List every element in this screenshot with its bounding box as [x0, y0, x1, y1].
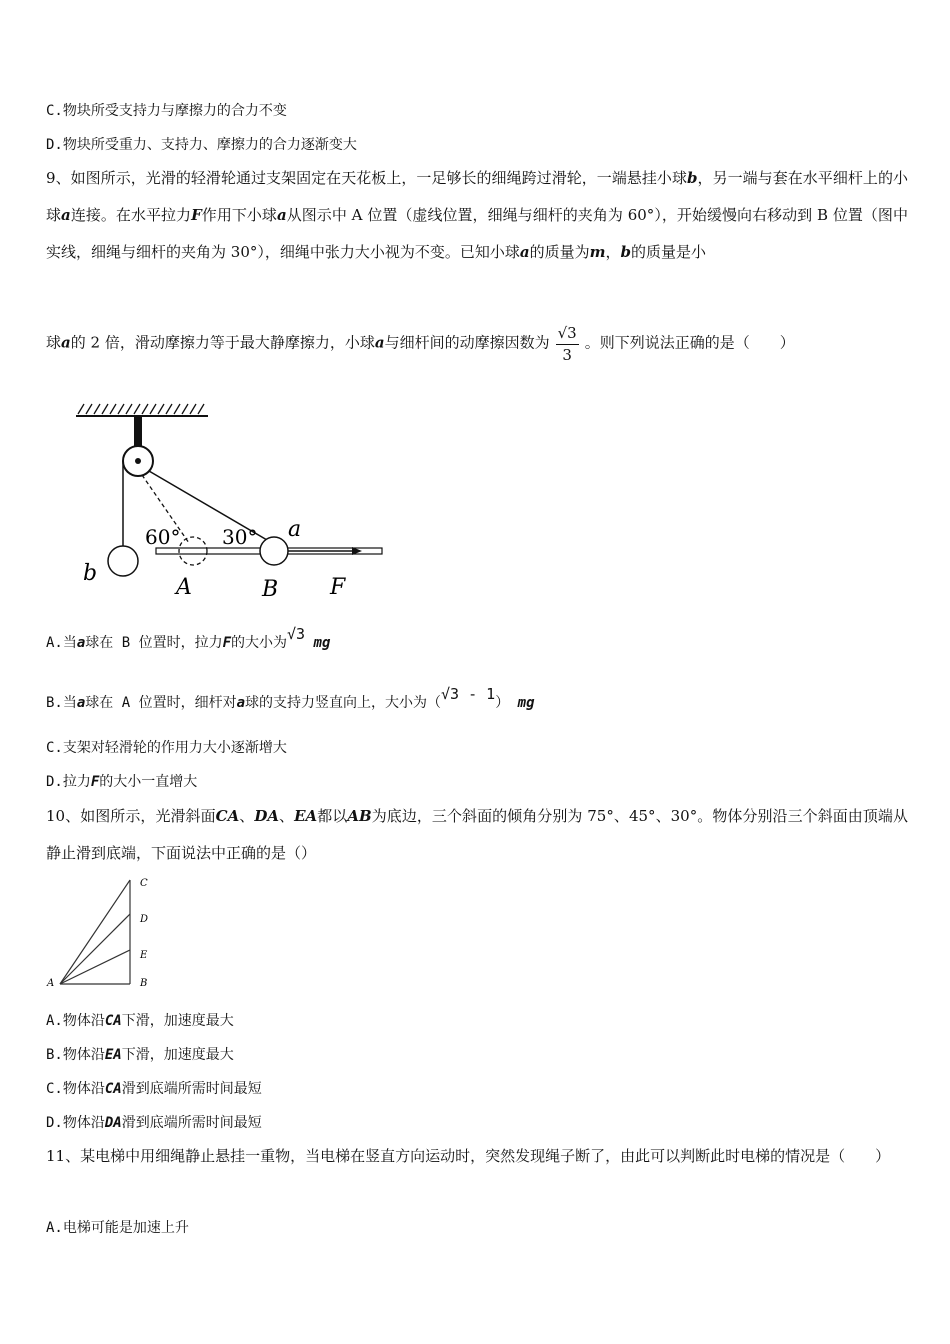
q9-option-a: A.当a球在 B 位置时，拉力F的大小为√3 mg — [46, 625, 331, 651]
label-F: F — [330, 575, 346, 600]
q10-option-b: B.物体沿EA下滑，加速度最大 — [46, 1047, 234, 1063]
q9-option-b: B.当a球在 A 位置时，细杆对a球的支持力竖直向上，大小为（√3 - 1） mg — [46, 685, 535, 711]
incline-ea — [60, 950, 130, 984]
q9-option-c: C.支架对轻滑轮的作用力大小逐渐增大 — [46, 740, 287, 756]
prev-option-c: C.物块所受支持力与摩擦力的合力不变 — [46, 103, 287, 119]
q11-stem: 11、某电梯中用细绳静止悬挂一重物，当电梯在竖直方向运动时，突然发现绳子断了，由此可以判断此时电梯的情况是（ ） — [46, 1147, 891, 1165]
label-b: b — [83, 561, 98, 586]
q9-stem-line2: 球a的 2 倍，滑动摩擦力等于最大静摩擦力，小球a与细杆间的动摩擦因数为 $\frac{√3}{3}$ 。则下列说法正确的是（ ） — [46, 324, 795, 364]
label-a: a — [288, 517, 302, 542]
label-b-point: B — [140, 978, 148, 989]
ball-b — [108, 546, 138, 576]
q10-option-d: D.物体沿DA滑到底端所需时间最短 — [46, 1115, 262, 1131]
label-c: C — [140, 878, 148, 889]
q10-option-c: C.物体沿CA滑到底端所需时间最短 — [46, 1081, 262, 1097]
pulley-figure — [70, 398, 390, 603]
q10-stem: 10、如图所示，光滑斜面CA、DA、EA都以AB为底边，三个斜面的倾角分别为 75°、45°、30°。物体分别沿三个斜面由顶端从静止滑到底端，下面说法中正确的是（） — [46, 807, 908, 862]
angle-60-label: 60° — [145, 525, 181, 549]
label-d: D — [140, 914, 149, 925]
label-A: A — [176, 575, 192, 600]
bracket — [134, 416, 142, 450]
ball-a-position-b — [260, 537, 288, 565]
prev-option-d: D.物块所受重力、支持力、摩擦力的合力逐渐变大 — [46, 137, 357, 153]
q11-option-a: A.电梯可能是加速上升 — [46, 1220, 189, 1236]
q10-option-a: A.物体沿CA下滑，加速度最大 — [46, 1013, 234, 1029]
incline-figure — [40, 872, 160, 992]
label-e: E — [140, 950, 148, 961]
q9-stem: 9、如图所示，光滑的轻滑轮通过支架固定在天花板上，一足够长的细绳跨过滑轮，一端悬挂小球b，另一端与套在水平细杆上的小球a连接。在水平拉力F作用下小球a从图示中 A 位置（虚线位置，细绳与细杆的夹角为 60°），开始缓慢向右移动到 B 位置（图中实线，细绳与细杆的夹角为 30°），细绳中张力大小视为不变。已知小球a的质量为m，b的质量是小 — [46, 169, 908, 261]
angle-30-label: 30° — [222, 525, 258, 549]
mu-fraction: $\frac{√3}{3}$ — [557, 324, 577, 364]
label-a-point: A — [47, 978, 55, 989]
q9-option-d: D.拉力F的大小一直增大 — [46, 774, 198, 790]
incline-ca — [60, 880, 130, 984]
incline-da — [60, 914, 130, 984]
label-B: B — [262, 577, 279, 602]
